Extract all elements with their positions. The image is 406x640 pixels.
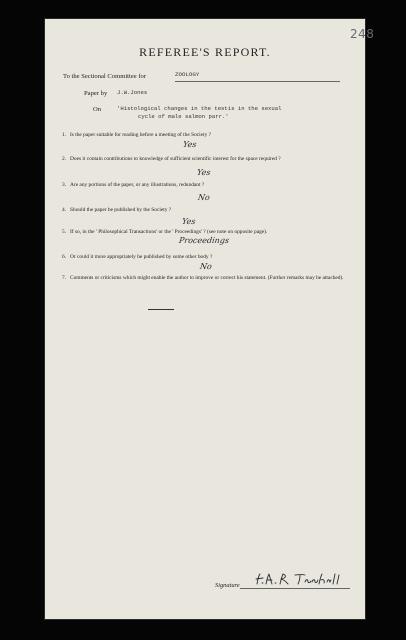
paper-title-line2: cycle of male salmon parr.' (138, 113, 229, 120)
question-2 (62, 156, 352, 163)
paper-title-line1: 'Histological changes in the testis in the sexual (117, 105, 282, 112)
question-text: If so, in the ' Philosophical Transactions' or the ' Proceedings' ? (see note on opposite page). (70, 229, 268, 235)
question-number: 5. (62, 229, 67, 235)
referee-report-page (45, 19, 375, 619)
question-number: 6. (62, 254, 67, 260)
question-3 (62, 182, 352, 189)
committee-value: ZOOLOGY (175, 71, 200, 78)
question-text: Should the paper be published by the Society ? (70, 207, 172, 213)
answer-1: Yes (182, 140, 198, 149)
signature-label: Signature (215, 582, 240, 589)
answer-2: Yes (196, 168, 212, 177)
on-label: On (93, 106, 102, 113)
to-committee-label: To the Sectional Committee for (63, 73, 147, 80)
question-text: Does it contain contributions to knowledge of sufficient scientific interest for the space required ? (70, 156, 281, 162)
question-4 (62, 207, 352, 214)
question-number: 1. (62, 132, 67, 138)
question-5 (62, 229, 352, 236)
committee-rule (175, 81, 340, 82)
question-text: Is the paper suitable for reading before a meeting of the Society ? (70, 132, 211, 138)
page-number: 248 (350, 27, 375, 41)
question-1 (62, 132, 352, 139)
question-number: 4. (62, 207, 67, 213)
report-title: REFEREE'S REPORT. (139, 45, 271, 59)
question-6 (62, 254, 352, 261)
comment-dash (148, 309, 174, 310)
question-number: 7. (62, 275, 67, 281)
answer-4: Yes (181, 217, 197, 226)
question-number: 2. (62, 156, 67, 162)
answer-3: No (197, 193, 211, 202)
answer-6: No (199, 262, 213, 271)
signature-rule (240, 588, 350, 589)
question-7 (62, 275, 352, 282)
question-text: Comments or criticisms which might enable the author to improve or correct his statement. (Further remarks may be attached). (70, 275, 344, 281)
question-number: 3. (62, 182, 67, 188)
answer-5: Proceedings (178, 236, 230, 245)
handwritten-signature (253, 572, 341, 588)
author-value: J.W.Jones (117, 89, 148, 96)
question-text: Or could it more appropriately be published by some other body ? (70, 254, 213, 260)
paper-by-label: Paper by (84, 90, 108, 97)
question-text: Are any portions of the paper, or any illustrations, redundant ? (70, 182, 205, 188)
